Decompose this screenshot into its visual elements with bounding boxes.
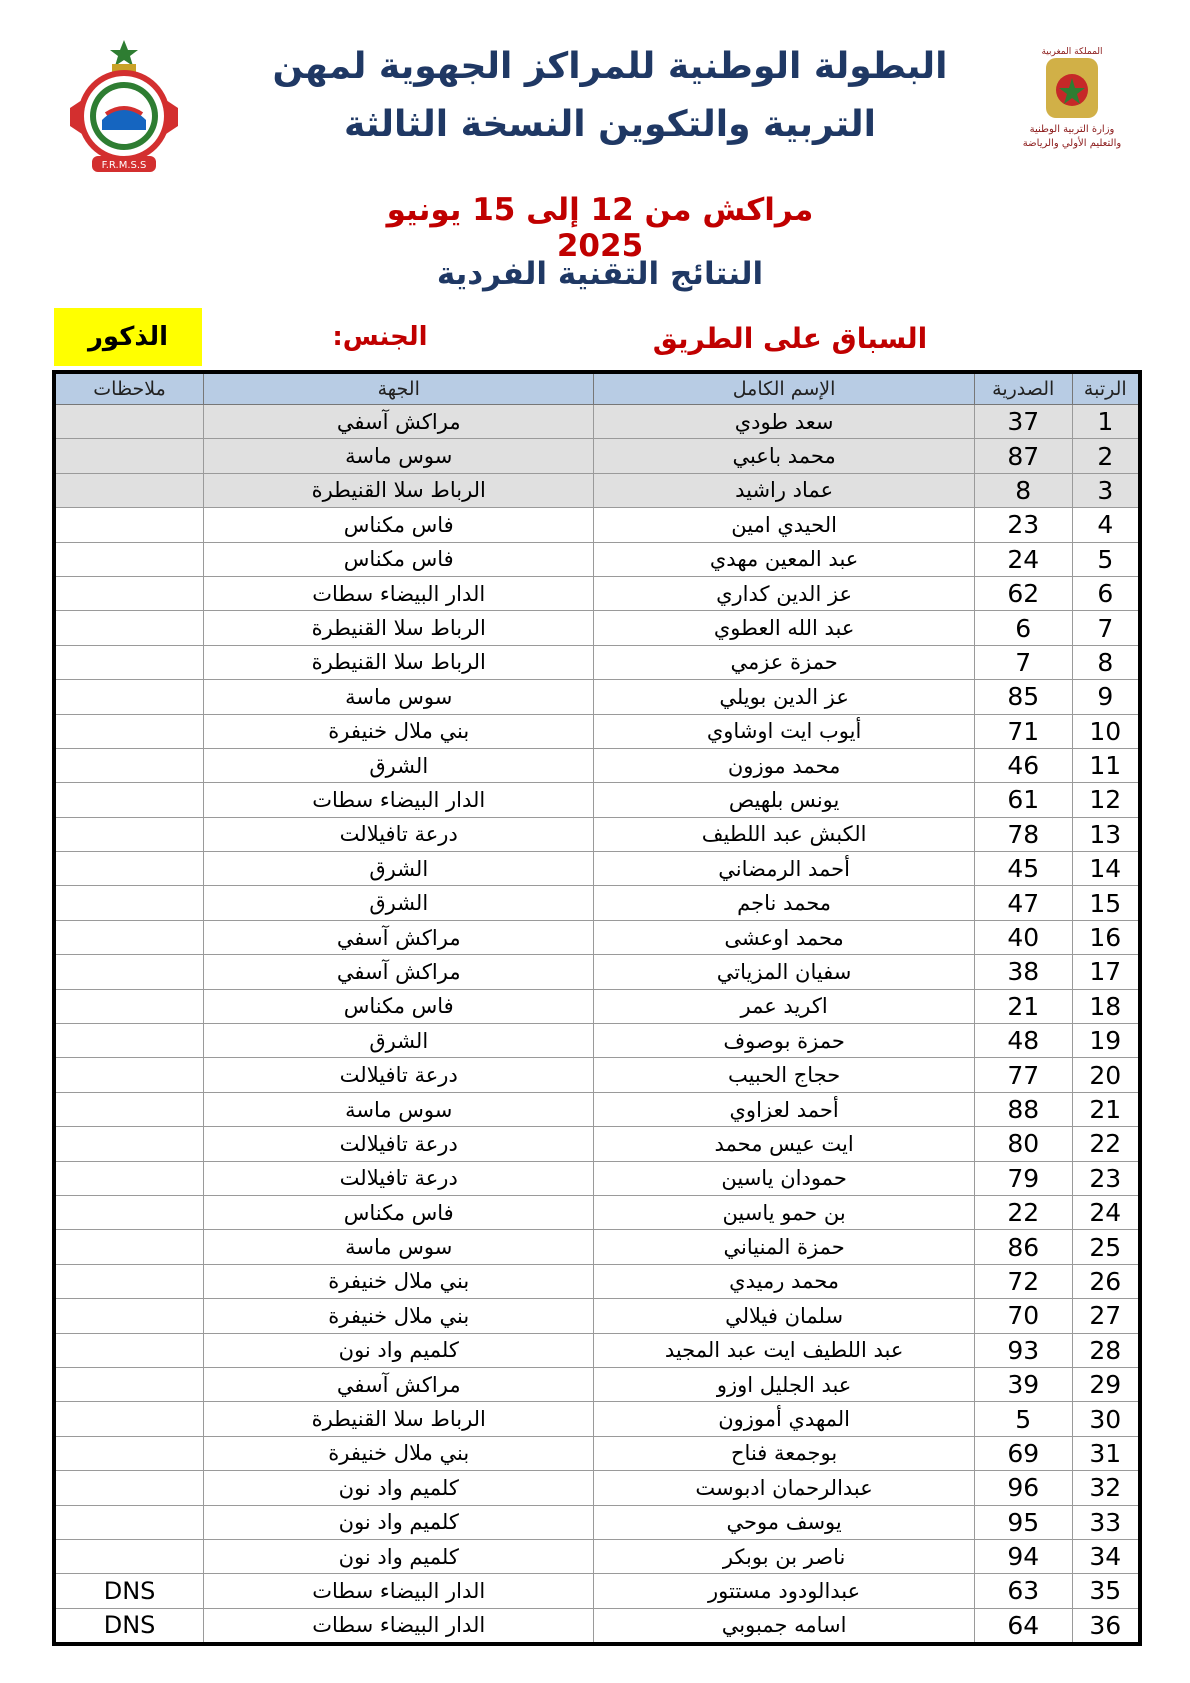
table-header-row [54,372,1140,405]
header-rank: الرتبة [1072,372,1140,405]
gender-label: الجنس: [332,322,428,352]
team-cell: الشرق [204,1024,594,1058]
table-row [54,920,1140,954]
note-cell [54,1092,204,1126]
note-cell [54,1436,204,1470]
note-cell [54,1299,204,1333]
rank-cell: 4 [1072,508,1140,542]
results-title: النتائج التقنية الفردية [436,256,764,292]
table-row [54,576,1140,610]
name-cell: عبد اللطيف ايت عبد المجيد [594,1333,974,1367]
event-dates: مراكش من 12 إلى 15 يونيو 2025 [386,192,814,264]
bib-cell: 8 [974,473,1072,507]
team-cell: فاس مكناس [204,1195,594,1229]
team-cell: كلميم واد نون [204,1471,594,1505]
table-row [54,645,1140,679]
bib-cell: 63 [974,1574,1072,1608]
event-name: السباق على الطريق [652,322,928,355]
note-cell [54,920,204,954]
note-cell [54,611,204,645]
bib-cell: 88 [974,1092,1072,1126]
rank-cell: 21 [1072,1092,1140,1126]
note-cell [54,1333,204,1367]
table-row [54,748,1140,782]
team-cell: كلميم واد نون [204,1505,594,1539]
bib-cell: 46 [974,748,1072,782]
team-cell: كلميم واد نون [204,1539,594,1573]
note-cell [54,852,204,886]
bib-cell: 80 [974,1127,1072,1161]
name-cell: عز الدين بويلي [594,680,974,714]
team-cell: فاس مكناس [204,508,594,542]
rank-cell: 28 [1072,1333,1140,1367]
bib-cell: 23 [974,508,1072,542]
bib-cell: 47 [974,886,1072,920]
rank-cell: 20 [1072,1058,1140,1092]
name-cell: عبد الجليل اوزو [594,1367,974,1401]
table-row [54,1024,1140,1058]
bib-cell: 79 [974,1161,1072,1195]
team-cell: الدار البيضاء سطات [204,576,594,610]
table-row [54,783,1140,817]
table-row [54,405,1140,439]
note-cell [54,1024,204,1058]
note-cell [54,576,204,610]
table-row [54,542,1140,576]
table-row [54,1402,1140,1436]
rank-cell: 22 [1072,1127,1140,1161]
team-cell: الشرق [204,748,594,782]
bib-cell: 5 [974,1402,1072,1436]
name-cell: سعد طودي [594,405,974,439]
team-cell: بني ملال خنيفرة [204,1299,594,1333]
team-cell: درعة تافيلالت [204,1058,594,1092]
rank-cell: 30 [1072,1402,1140,1436]
note-cell [54,714,204,748]
team-cell: سوس ماسة [204,680,594,714]
bib-cell: 86 [974,1230,1072,1264]
name-cell: الحيدي امين [594,508,974,542]
team-cell: درعة تافيلالت [204,817,594,851]
name-cell: أحمد الرمضاني [594,852,974,886]
bib-cell: 45 [974,852,1072,886]
name-cell: محمد اوعشى [594,920,974,954]
name-cell: ايت عيس محمد [594,1127,974,1161]
table-row [54,508,1140,542]
federation-logo [62,38,186,178]
page-title-line1: البطولة الوطنية للمراكز الجهوية لمهن [272,46,948,87]
rank-cell: 16 [1072,920,1140,954]
name-cell: اكريد عمر [594,989,974,1023]
team-cell: مراكش آسفي [204,1367,594,1401]
team-cell: مراكش آسفي [204,920,594,954]
table-row [54,714,1140,748]
rank-cell: 36 [1072,1608,1140,1644]
note-cell [54,783,204,817]
team-cell: الشرق [204,852,594,886]
team-cell: كلميم واد نون [204,1333,594,1367]
gender-value: الذكور [87,322,169,352]
note-cell [54,955,204,989]
team-cell: درعة تافيلالت [204,1161,594,1195]
table-row [54,1574,1140,1608]
team-cell: درعة تافيلالت [204,1127,594,1161]
team-cell: سوس ماسة [204,1092,594,1126]
team-cell: بني ملال خنيفرة [204,1436,594,1470]
note-cell [54,748,204,782]
team-cell: بني ملال خنيفرة [204,714,594,748]
table-row [54,1127,1140,1161]
name-cell: يوسف موحي [594,1505,974,1539]
name-cell: بوجمعة فناح [594,1436,974,1470]
header-notes: ملاحظات [54,372,204,405]
rank-cell: 10 [1072,714,1140,748]
name-cell: عبدالرحمان ادبوست [594,1471,974,1505]
rank-cell: 14 [1072,852,1140,886]
bib-cell: 37 [974,405,1072,439]
rank-cell: 19 [1072,1024,1140,1058]
team-cell: الشرق [204,886,594,920]
bib-cell: 62 [974,576,1072,610]
rank-cell: 35 [1072,1574,1140,1608]
team-cell: فاس مكناس [204,989,594,1023]
rank-cell: 17 [1072,955,1140,989]
note-cell [54,1230,204,1264]
rank-cell: 5 [1072,542,1140,576]
rank-cell: 2 [1072,439,1140,473]
team-cell: الرباط سلا القنيطرة [204,611,594,645]
name-cell: عماد راشيد [594,473,974,507]
federation-logo-text: F.R.M.S.S [101,160,147,171]
ministry-logo-text-1: المملكة المغربية [1041,47,1103,57]
table-row [54,886,1140,920]
table-row [54,989,1140,1023]
table-row [54,1264,1140,1298]
bib-cell: 7 [974,645,1072,679]
bib-cell: 95 [974,1505,1072,1539]
rank-cell: 26 [1072,1264,1140,1298]
name-cell: سفيان المزياتي [594,955,974,989]
name-cell: حمزة المنياني [594,1230,974,1264]
bib-cell: 64 [974,1608,1072,1644]
rank-cell: 8 [1072,645,1140,679]
note-cell [54,989,204,1023]
name-cell: حمزة عزمي [594,645,974,679]
note-cell [54,645,204,679]
rank-cell: 3 [1072,473,1140,507]
rank-cell: 12 [1072,783,1140,817]
note-cell [54,542,204,576]
table-row [54,680,1140,714]
name-cell: الكبش عبد اللطيف [594,817,974,851]
team-cell: بني ملال خنيفرة [204,1264,594,1298]
bib-cell: 40 [974,920,1072,954]
note-cell [54,1264,204,1298]
team-cell: الدار البيضاء سطات [204,1608,594,1644]
name-cell: حجاج الحبيب [594,1058,974,1092]
bib-cell: 96 [974,1471,1072,1505]
ministry-logo [1002,44,1142,184]
header-team: الجهة [204,372,594,405]
bib-cell: 61 [974,783,1072,817]
note-cell [54,1402,204,1436]
table-row [54,1058,1140,1092]
table-row [54,955,1140,989]
team-cell: سوس ماسة [204,1230,594,1264]
rank-cell: 34 [1072,1539,1140,1573]
rank-cell: 33 [1072,1505,1140,1539]
note-cell: DNS [54,1608,204,1644]
table-row [54,1608,1140,1644]
rank-cell: 29 [1072,1367,1140,1401]
note-cell [54,1471,204,1505]
bib-cell: 39 [974,1367,1072,1401]
bib-cell: 71 [974,714,1072,748]
name-cell: عبدالودود مستتور [594,1574,974,1608]
name-cell: المهدي أموزون [594,1402,974,1436]
rank-cell: 1 [1072,405,1140,439]
note-cell [54,680,204,714]
ministry-logo-text-2: وزارة التربية الوطنية [1029,124,1115,135]
name-cell: سلمان فيلالي [594,1299,974,1333]
rank-cell: 13 [1072,817,1140,851]
note-cell [54,473,204,507]
rank-cell: 31 [1072,1436,1140,1470]
rank-cell: 11 [1072,748,1140,782]
bib-cell: 70 [974,1299,1072,1333]
bib-cell: 48 [974,1024,1072,1058]
table-row [54,1195,1140,1229]
table-row [54,1299,1140,1333]
rank-cell: 18 [1072,989,1140,1023]
name-cell: اسامه جمبوبي [594,1608,974,1644]
note-cell [54,508,204,542]
header-name: الإسم الكامل [594,372,974,405]
table-row [54,473,1140,507]
name-cell: أيوب ايت اوشاوي [594,714,974,748]
note-cell [54,1127,204,1161]
name-cell: عز الدين كداري [594,576,974,610]
bib-cell: 72 [974,1264,1072,1298]
team-cell: الرباط سلا القنيطرة [204,473,594,507]
name-cell: عبد المعين مهدي [594,542,974,576]
name-cell: عبد الله العطوي [594,611,974,645]
rank-cell: 7 [1072,611,1140,645]
bib-cell: 38 [974,955,1072,989]
table-row [54,1367,1140,1401]
table-row [54,611,1140,645]
team-cell: فاس مكناس [204,542,594,576]
name-cell: يونس بلهيص [594,783,974,817]
table-row [54,1436,1140,1470]
bib-cell: 85 [974,680,1072,714]
table-row [54,817,1140,851]
team-cell: الدار البيضاء سطات [204,1574,594,1608]
name-cell: محمد موزون [594,748,974,782]
name-cell: بن حمو ياسين [594,1195,974,1229]
table-row [54,1471,1140,1505]
table-row [54,1161,1140,1195]
bib-cell: 21 [974,989,1072,1023]
name-cell: محمد ناجم [594,886,974,920]
table-row [54,1539,1140,1573]
team-cell: مراكش آسفي [204,955,594,989]
table-row [54,852,1140,886]
results-table [52,370,1142,1646]
header-bib: الصدرية [974,372,1072,405]
page-title-line2: التربية والتكوين النسخة الثالثة [343,104,877,145]
team-cell: الدار البيضاء سطات [204,783,594,817]
note-cell [54,1539,204,1573]
bib-cell: 94 [974,1539,1072,1573]
team-cell: الرباط سلا القنيطرة [204,645,594,679]
bib-cell: 93 [974,1333,1072,1367]
rank-cell: 27 [1072,1299,1140,1333]
team-cell: سوس ماسة [204,439,594,473]
table-row [54,1092,1140,1126]
bib-cell: 22 [974,1195,1072,1229]
bib-cell: 87 [974,439,1072,473]
table-row [54,439,1140,473]
name-cell: حمودان ياسين [594,1161,974,1195]
bib-cell: 69 [974,1436,1072,1470]
note-cell [54,439,204,473]
note-cell [54,1161,204,1195]
team-cell: الرباط سلا القنيطرة [204,1402,594,1436]
note-cell [54,1058,204,1092]
rank-cell: 6 [1072,576,1140,610]
note-cell [54,886,204,920]
rank-cell: 15 [1072,886,1140,920]
team-cell: مراكش آسفي [204,405,594,439]
rank-cell: 24 [1072,1195,1140,1229]
name-cell: محمد باعبي [594,439,974,473]
bib-cell: 77 [974,1058,1072,1092]
rank-cell: 23 [1072,1161,1140,1195]
bib-cell: 24 [974,542,1072,576]
note-cell: DNS [54,1574,204,1608]
table-row [54,1333,1140,1367]
name-cell: أحمد لعزاوي [594,1092,974,1126]
name-cell: حمزة بوصوف [594,1024,974,1058]
table-row [54,1230,1140,1264]
ministry-logo-text-3: والتعليم الأولي والرياضة [1022,138,1122,149]
bib-cell: 78 [974,817,1072,851]
table-row [54,1505,1140,1539]
rank-cell: 9 [1072,680,1140,714]
note-cell [54,817,204,851]
name-cell: محمد رميدي [594,1264,974,1298]
rank-cell: 25 [1072,1230,1140,1264]
rank-cell: 32 [1072,1471,1140,1505]
note-cell [54,1195,204,1229]
name-cell: ناصر بن بوبكر [594,1539,974,1573]
note-cell [54,1367,204,1401]
note-cell [54,405,204,439]
note-cell [54,1505,204,1539]
bib-cell: 6 [974,611,1072,645]
